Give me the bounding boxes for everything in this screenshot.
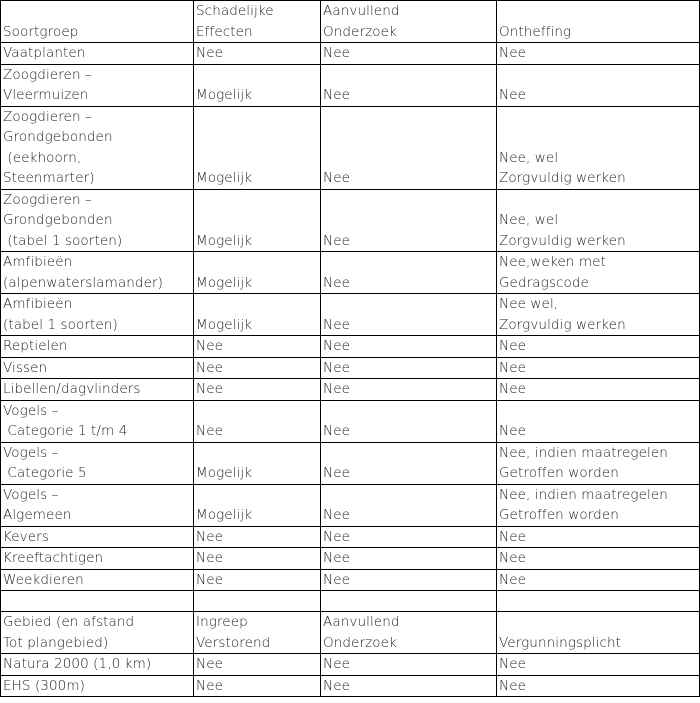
cell-soortgroep: Vaatplanten xyxy=(1,43,194,65)
cell-vergunningsplicht: Nee xyxy=(497,675,700,697)
cell-soortgroep: Vissen xyxy=(1,357,194,379)
cell-soortgroep: Libellen/dagvlinders xyxy=(1,379,194,401)
species-row xyxy=(1,569,700,591)
cell-schadelijke-effecten: Nee xyxy=(194,379,321,401)
cell-schadelijke-effecten: Mogelijk xyxy=(194,252,321,294)
cell-aanvullend-onderzoek: Nee xyxy=(321,654,497,676)
cell-soortgroep: Zoogdieren – Grondgebonden (eekhoorn, Steenmarter) xyxy=(1,106,194,189)
cell-ontheffing: Nee xyxy=(497,64,700,106)
cell-ontheffing: Nee, indien maatregelen Getroffen worden xyxy=(497,442,700,484)
cell-soortgroep: Zoogdieren – Grondgebonden (tabel 1 soorten) xyxy=(1,189,194,252)
cell-schadelijke-effecten: Mogelijk xyxy=(194,189,321,252)
cell-aanvullend-onderzoek: Nee xyxy=(321,526,497,548)
cell-ontheffing: Ontheffing xyxy=(497,1,700,43)
species-row xyxy=(1,526,700,548)
cell-ingreep-verstorend: Ingreep Verstorend xyxy=(194,612,321,654)
cell-schadelijke-effecten: Mogelijk xyxy=(194,294,321,336)
cell-vergunningsplicht: Vergunningsplicht xyxy=(497,612,700,654)
cell-soortgroep: Kreeftachtigen xyxy=(1,548,194,570)
area-row xyxy=(1,654,700,676)
empty-cell xyxy=(321,591,497,612)
cell-aanvullend-onderzoek: Nee xyxy=(321,548,497,570)
cell-soortgroep: Vogels – Categorie 1 t/m 4 xyxy=(1,400,194,442)
cell-ingreep-verstorend: Nee xyxy=(194,654,321,676)
cell-schadelijke-effecten: Nee xyxy=(194,526,321,548)
table-spacer-row xyxy=(1,591,700,612)
species-row xyxy=(1,43,700,65)
cell-soortgroep: Vogels – Algemeen xyxy=(1,484,194,526)
cell-aanvullend-onderzoek: Aanvullend Onderzoek xyxy=(321,612,497,654)
cell-soortgroep: Amfibieën (tabel 1 soorten) xyxy=(1,294,194,336)
cell-aanvullend-onderzoek: Nee xyxy=(321,43,497,65)
species-row xyxy=(1,379,700,401)
cell-ontheffing: Nee, wel Zorgvuldig werken xyxy=(497,189,700,252)
cell-schadelijke-effecten: Nee xyxy=(194,569,321,591)
cell-ontheffing: Nee xyxy=(497,400,700,442)
cell-schadelijke-effecten: Mogelijk xyxy=(194,442,321,484)
cell-schadelijke-effecten: Nee xyxy=(194,400,321,442)
species-row xyxy=(1,189,700,252)
cell-gebied: Gebied (en afstand Tot plangebied) xyxy=(1,612,194,654)
cell-aanvullend-onderzoek: Nee xyxy=(321,64,497,106)
cell-ontheffing: Nee wel, Zorgvuldig werken xyxy=(497,294,700,336)
area-header-row xyxy=(1,612,700,654)
species-row xyxy=(1,64,700,106)
cell-schadelijke-effecten: Schadelijke Effecten xyxy=(194,1,321,43)
cell-soortgroep: Kevers xyxy=(1,526,194,548)
cell-aanvullend-onderzoek: Nee xyxy=(321,357,497,379)
cell-soortgroep: Reptielen xyxy=(1,336,194,358)
empty-cell xyxy=(194,591,321,612)
cell-aanvullend-onderzoek: Nee xyxy=(321,400,497,442)
species-row xyxy=(1,294,700,336)
species-header-row xyxy=(1,1,700,43)
cell-soortgroep: Amfibieën (alpenwaterslamander) xyxy=(1,252,194,294)
cell-ontheffing: Nee xyxy=(497,357,700,379)
cell-gebied: EHS (300m) xyxy=(1,675,194,697)
cell-ontheffing: Nee xyxy=(497,526,700,548)
cell-vergunningsplicht: Nee xyxy=(497,654,700,676)
species-row xyxy=(1,400,700,442)
cell-aanvullend-onderzoek: Nee xyxy=(321,442,497,484)
cell-aanvullend-onderzoek: Nee xyxy=(321,675,497,697)
cell-ontheffing: Nee xyxy=(497,569,700,591)
cell-schadelijke-effecten: Mogelijk xyxy=(194,484,321,526)
cell-aanvullend-onderzoek: Nee xyxy=(321,484,497,526)
species-row xyxy=(1,442,700,484)
species-row xyxy=(1,106,700,189)
species-row xyxy=(1,357,700,379)
cell-ontheffing: Nee,weken met Gedragscode xyxy=(497,252,700,294)
cell-ontheffing: Nee xyxy=(497,548,700,570)
cell-aanvullend-onderzoek: Nee xyxy=(321,189,497,252)
species-row xyxy=(1,336,700,358)
species-row xyxy=(1,548,700,570)
cell-ontheffing: Nee, indien maatregelen Getroffen worden xyxy=(497,484,700,526)
cell-ontheffing: Nee xyxy=(497,379,700,401)
cell-ontheffing: Nee, wel Zorgvuldig werken xyxy=(497,106,700,189)
empty-cell xyxy=(1,591,194,612)
cell-schadelijke-effecten: Nee xyxy=(194,336,321,358)
cell-aanvullend-onderzoek: Nee xyxy=(321,569,497,591)
cell-ontheffing: Nee xyxy=(497,43,700,65)
species-row xyxy=(1,252,700,294)
cell-aanvullend-onderzoek: Nee xyxy=(321,252,497,294)
cell-aanvullend-onderzoek: Nee xyxy=(321,379,497,401)
species-row xyxy=(1,484,700,526)
cell-ontheffing: Nee xyxy=(497,336,700,358)
area-row xyxy=(1,675,700,697)
cell-aanvullend-onderzoek: Nee xyxy=(321,294,497,336)
empty-cell xyxy=(497,591,700,612)
cell-aanvullend-onderzoek: Nee xyxy=(321,336,497,358)
cell-schadelijke-effecten: Nee xyxy=(194,548,321,570)
cell-schadelijke-effecten: Nee xyxy=(194,357,321,379)
cell-ingreep-verstorend: Nee xyxy=(194,675,321,697)
cell-soortgroep: Weekdieren xyxy=(1,569,194,591)
cell-soortgroep: Zoogdieren – Vleermuizen xyxy=(1,64,194,106)
cell-soortgroep: Soortgroep xyxy=(1,1,194,43)
cell-schadelijke-effecten: Mogelijk xyxy=(194,64,321,106)
cell-gebied: Natura 2000 (1,0 km) xyxy=(1,654,194,676)
cell-soortgroep: Vogels – Categorie 5 xyxy=(1,442,194,484)
cell-aanvullend-onderzoek: Aanvullend Onderzoek xyxy=(321,1,497,43)
cell-aanvullend-onderzoek: Nee xyxy=(321,106,497,189)
cell-schadelijke-effecten: Mogelijk xyxy=(194,106,321,189)
cell-schadelijke-effecten: Nee xyxy=(194,43,321,65)
